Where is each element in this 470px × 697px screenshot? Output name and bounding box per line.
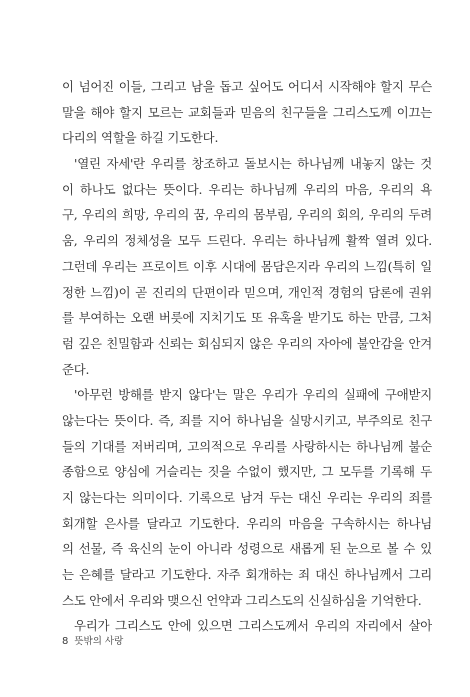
text-line: 스도 안에서 우리와 맺으신 언약과 그리스도의 신실하심을 기억한다. [62, 592, 422, 608]
running-title: 뜻밖의 사랑 [74, 636, 124, 647]
page-footer [62, 633, 123, 647]
text-line: 럼 깊은 친밀함과 신뢰는 회심되지 않은 우리의 자아에 불안감을 안겨 [62, 335, 432, 351]
text-line: 말을 해야 할지 모르는 교회들과 믿음의 친구들을 그리스도께 이끄는 [62, 104, 432, 120]
text-line: 지 않는다는 의미이다. 기록으로 남겨 두는 대신 우리는 우리의 죄를 [62, 490, 432, 505]
text-line: 정한 느낌)이 곧 진리의 단편이라 믿으며, 개인적 경험의 담론에 권위 [62, 284, 432, 300]
text-line: 다리의 역할을 하길 기도한다. [62, 130, 219, 146]
text-line: 않는다는 뜻이다. 즉, 죄를 지어 하나님을 실망시키고, 부주의로 친구 [62, 412, 432, 428]
text-line: 이 하나도 없다는 뜻이다. 우리는 하나님께 우리의 마음, 우리의 욕 [62, 181, 432, 197]
text-line: '열린 자세'란 우리를 창조하고 돌보시는 하나님께 내놓지 않는 것 [74, 156, 432, 172]
text-line: 를 부여하는 오랜 버릇에 지치기도 또 유혹을 받기도 하는 만큼, 그처 [62, 310, 432, 326]
text-line: 는 은혜를 달라고 기도한다. 자주 회개하는 죄 대신 하나님께서 그리 [62, 567, 432, 583]
page-number: 8 [62, 636, 69, 647]
text-line: 의 선물, 즉 육신의 눈이 아니라 성령으로 새롭게 된 눈으로 볼 수 있 [62, 541, 432, 557]
text-line: 구, 우리의 희망, 우리의 꿈, 우리의 몸부림, 우리의 회의, 우리의 두려 [62, 207, 432, 223]
text-line: '아무런 방해를 받지 않다'는 말은 우리가 우리의 실패에 구애받지 [74, 387, 432, 403]
text-line: 종함으로 양심에 거슬리는 짓을 수없이 했지만, 그 모두를 기록해 두 [62, 464, 432, 480]
body-text [62, 74, 432, 639]
text-line: 그런데 우리는 프로이트 이후 시대에 몸담은지라 우리의 느낌(특히 일 [62, 258, 432, 274]
text-line: 우리가 그리스도 안에 있으면 그리스도께서 우리의 자리에서 살아 [74, 618, 432, 634]
text-line: 준다. [62, 361, 90, 377]
text-line: 회개할 은사를 달라고 기도한다. 우리의 마음을 구속하시는 하나님 [62, 515, 432, 531]
text-line: 이 넘어진 이들, 그리고 남을 돕고 싶어도 어디서 시작해야 할지 무슨 [62, 79, 432, 94]
text-line: 움, 우리의 정체성을 모두 드린다. 우리는 하나님께 활짝 열려 있다. [62, 233, 432, 249]
text-line: 들의 기대를 저버리며, 고의적으로 우리를 사랑하시는 하나님께 불순 [62, 438, 432, 454]
